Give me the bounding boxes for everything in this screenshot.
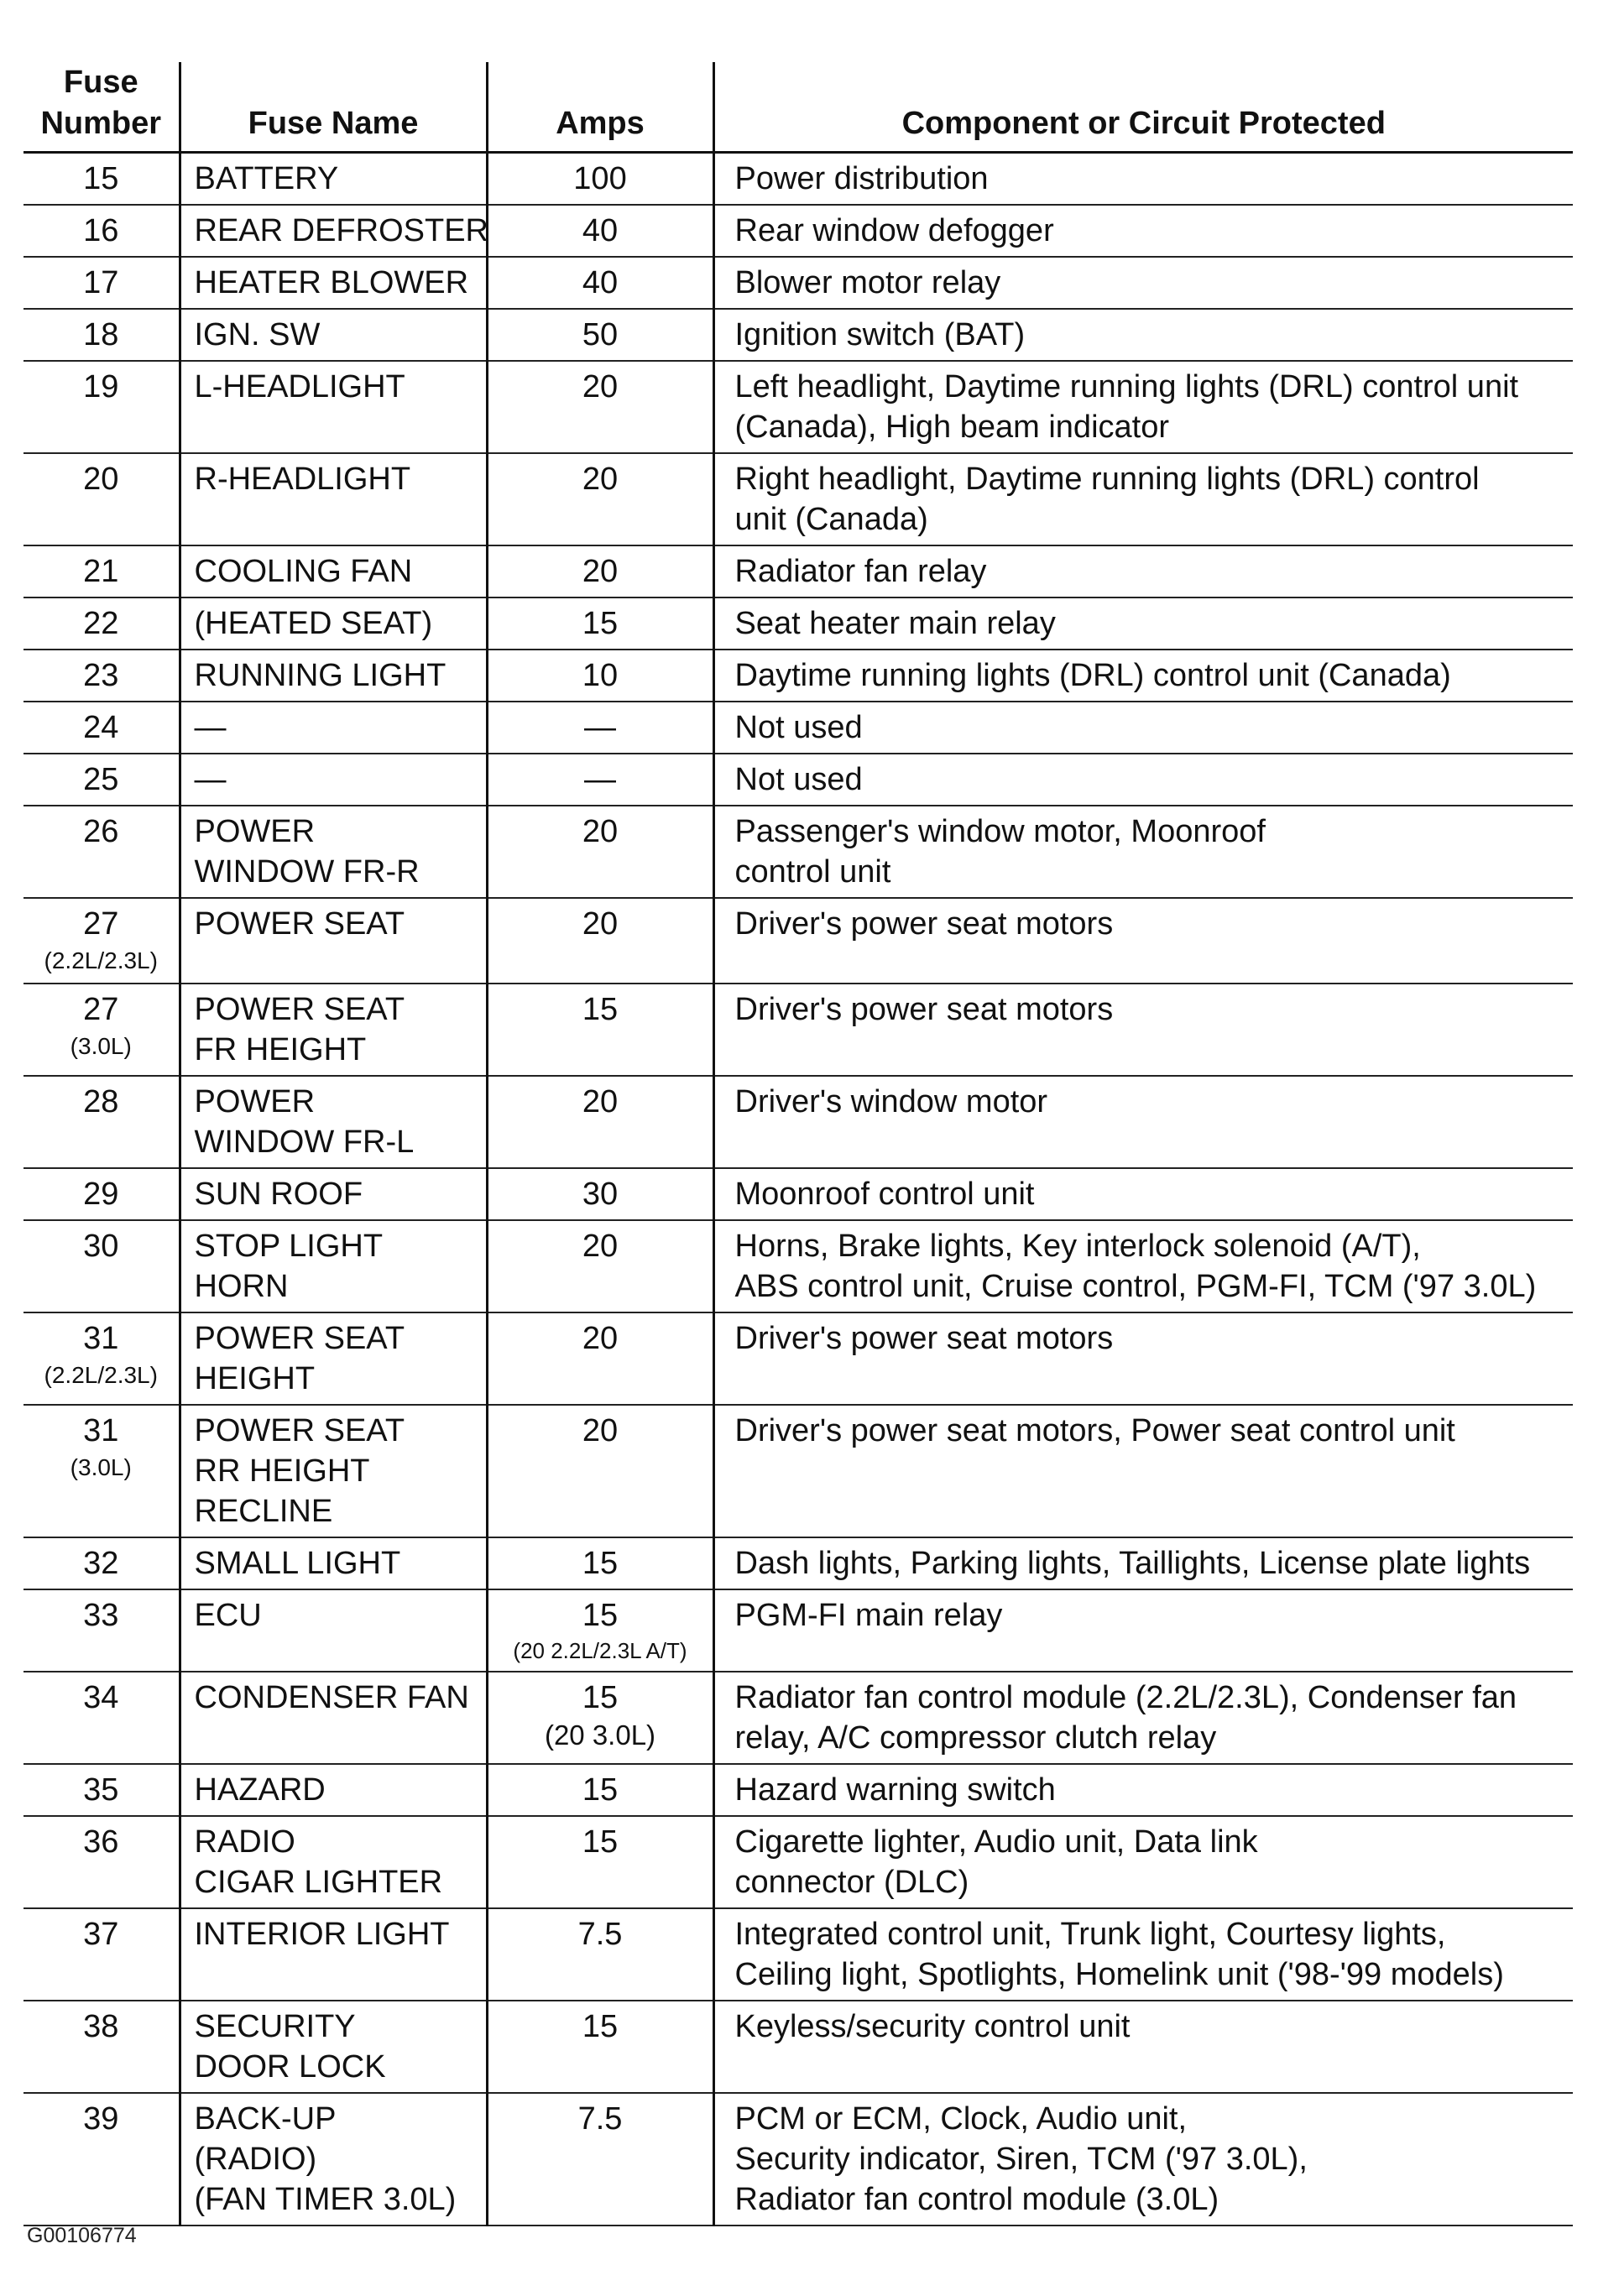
amps-cell-line: — [584,710,616,745]
component-cell-line: PCM or ECM, Clock, Audio unit, [734,2101,1188,2137]
component-cell-line: Cigarette lighter, Audio unit, Data link [734,1824,1258,1860]
fuse-number-cell [24,1168,180,1220]
amps-cell [487,1168,713,1220]
amps-cell [487,1076,713,1168]
component-cell-line: Seat heater main relay [734,606,1056,641]
fuse-name-cell [180,545,487,597]
amps-cell [487,1908,713,2001]
amps-cell-line: — [584,762,616,797]
fuse-number-cell [24,309,180,361]
header-fuse-number-line2: Number [40,106,162,141]
fuse-name-cell [180,597,487,650]
amps-cell [487,2001,713,2093]
fuse-number-cell [24,1816,180,1908]
fuse-number-cell-line: 18 [83,317,119,352]
fuse-name-cell-line: ECU [194,1598,262,1633]
component-cell [713,1312,1573,1405]
fuse-name-cell-line: BATTERY [194,161,339,196]
component-cell-line: unit (Canada) [734,502,928,537]
component-cell [713,545,1573,597]
component-cell-line: Radiator fan relay [734,554,987,589]
figure-id: G00106774 [27,2224,137,2247]
table-row [24,1764,1573,1816]
component-cell-line: Left headlight, Daytime running lights (DRL) control unit [734,369,1519,404]
fuse-number-cell [24,153,180,206]
table-row [24,2093,1573,2226]
fuse-number-cell [24,984,180,1076]
fuse-name-cell [180,1589,487,1672]
component-cell [713,2001,1573,2093]
fuse-name-cell-line: L-HEADLIGHT [194,369,405,404]
component-cell-line: control unit [734,854,891,890]
component-cell-line: PGM-FI main relay [734,1598,1003,1633]
amps-cell [487,898,713,984]
fuse-number-cell [24,1405,180,1537]
table-row [24,1589,1573,1672]
component-cell [713,1908,1573,2001]
component-cell [713,597,1573,650]
fuse-name-cell [180,453,487,545]
fuse-name-cell [180,153,487,206]
fuse-name-cell [180,2001,487,2093]
fuse-name-cell-line: (HEATED SEAT) [194,606,433,641]
table-row [24,754,1573,806]
amps-cell [487,1405,713,1537]
amps-cell-line: (20 2.2L/2.3L A/T) [513,1638,687,1663]
fuse-name-cell-line: REAR DEFROSTER [194,213,488,248]
fuse-name-cell [180,1076,487,1168]
fuse-number-cell [24,806,180,898]
component-cell-line: Not used [734,710,863,745]
fuse-number-cell [24,702,180,754]
component-cell-line: Passenger's window motor, Moonroof [734,814,1266,849]
table-row [24,1312,1573,1405]
component-cell-line: Ignition switch (BAT) [734,317,1026,352]
fuse-table [24,62,1573,2226]
fuse-name-cell-line: — [194,762,227,797]
amps-cell-line: 50 [582,317,619,352]
table-row [24,257,1573,309]
component-cell [713,1076,1573,1168]
fuse-number-cell-line: 22 [83,606,119,641]
component-cell-line: Driver's power seat motors [734,906,1114,942]
fuse-name-cell-line: (FAN TIMER 3.0L) [194,2182,457,2217]
fuse-name-cell-line: — [194,710,227,745]
table-row [24,153,1573,206]
component-cell [713,702,1573,754]
fuse-name-cell-line: SECURITY [194,2009,356,2044]
amps-cell [487,309,713,361]
fuse-number-cell-line: 27 [83,992,119,1027]
fuse-name-cell-line: WINDOW FR-R [194,854,420,890]
amps-cell-line: 40 [582,265,619,300]
amps-cell [487,1537,713,1589]
fuse-number-cell [24,754,180,806]
header-fuse-number [24,62,180,153]
component-cell-line: ABS control unit, Cruise control, PGM-FI, TCM ('97 3.0L) [734,1269,1537,1304]
component-cell [713,984,1573,1076]
amps-cell-line: 15 [582,1598,619,1633]
fuse-name-cell-line: R-HEADLIGHT [194,462,411,497]
component-cell-line: Security indicator, Siren, TCM ('97 3.0L), [734,2142,1308,2177]
fuse-name-cell [180,1816,487,1908]
component-cell-line: Radiator fan control module (3.0L) [734,2182,1219,2217]
fuse-number-cell [24,1076,180,1168]
component-cell-line: Power distribution [734,161,989,196]
fuse-name-cell-line: HAZARD [194,1772,326,1808]
component-cell-line: Radiator fan control module (2.2L/2.3L), Condenser fan [734,1680,1517,1715]
amps-cell-line: 40 [582,213,619,248]
component-cell-line: Horns, Brake lights, Key interlock solenoid (A/T), [734,1229,1421,1264]
fuse-name-cell-line: POWER SEAT [194,1321,405,1356]
amps-cell [487,1312,713,1405]
fuse-number-cell [24,545,180,597]
fuse-name-cell-line: COOLING FAN [194,554,413,589]
fuse-number-cell-line: 33 [83,1598,119,1633]
fuse-number-cell-line: (2.2L/2.3L) [44,1362,158,1388]
header-component: Component or Circuit Protected [713,62,1573,153]
fuse-number-cell [24,597,180,650]
amps-cell-line: 15 [582,606,619,641]
component-cell [713,205,1573,257]
amps-cell-line: (20 3.0L) [544,1719,656,1751]
component-cell-line: Dash lights, Parking lights, Taillights, License plate lights [734,1546,1531,1581]
component-cell [713,1405,1573,1537]
amps-cell-line: 15 [582,1772,619,1808]
fuse-name-cell-line: BACK-UP [194,2101,337,2137]
fuse-name-cell [180,2093,487,2226]
fuse-name-cell [180,806,487,898]
amps-cell-line: 20 [582,554,619,589]
component-cell [713,2093,1573,2226]
fuse-number-cell [24,453,180,545]
component-cell-line: Driver's power seat motors [734,1321,1114,1356]
amps-cell [487,1672,713,1764]
fuse-number-cell-line: 28 [83,1084,119,1119]
amps-cell-line: 15 [582,992,619,1027]
fuse-number-cell-line: 35 [83,1772,119,1808]
component-cell-line: Driver's power seat motors [734,992,1114,1027]
table-row [24,1537,1573,1589]
table-row [24,1168,1573,1220]
fuse-name-cell-line: POWER SEAT [194,906,405,942]
fuse-name-cell-line: FR HEIGHT [194,1032,367,1067]
amps-cell [487,1764,713,1816]
component-cell-line: Right headlight, Daytime running lights (DRL) control [734,462,1480,497]
fuse-name-cell [180,1764,487,1816]
fuse-name-cell [180,309,487,361]
component-cell-line: Blower motor relay [734,265,1001,300]
fuse-number-cell-line: (2.2L/2.3L) [44,947,158,973]
fuse-number-cell-line: 36 [83,1824,119,1860]
fuse-name-cell [180,257,487,309]
table-row [24,1405,1573,1537]
header-fuse-name: Fuse Name [180,62,487,153]
component-cell-line: Keyless/security control unit [734,2009,1131,2044]
amps-cell-line: 20 [582,906,619,942]
header-row [24,62,1573,153]
amps-cell-line: 20 [582,462,619,497]
component-cell-line: Driver's window motor [734,1084,1048,1119]
component-cell [713,453,1573,545]
amps-cell [487,1816,713,1908]
fuse-number-cell [24,2001,180,2093]
table-row [24,597,1573,650]
fuse-number-cell-line: 15 [83,161,119,196]
fuse-number-cell [24,1537,180,1589]
amps-cell [487,597,713,650]
fuse-name-cell-line: CIGAR LIGHTER [194,1865,443,1900]
fuse-number-cell-line: 37 [83,1917,119,1952]
component-cell [713,1220,1573,1312]
amps-cell [487,153,713,206]
fuse-number-cell-line: 30 [83,1229,119,1264]
component-cell [713,257,1573,309]
amps-cell [487,257,713,309]
amps-cell-line: 20 [582,1321,619,1356]
fuse-table-body [24,153,1573,2226]
component-cell [713,309,1573,361]
fuse-number-cell-line: (3.0L) [70,1033,132,1059]
fuse-name-cell-line: SUN ROOF [194,1177,363,1212]
fuse-name-cell-line: POWER [194,814,316,849]
table-row [24,984,1573,1076]
table-row [24,898,1573,984]
fuse-name-cell [180,1220,487,1312]
table-row [24,453,1573,545]
fuse-name-cell-line: RUNNING LIGHT [194,658,446,693]
fuse-number-cell [24,1672,180,1764]
fuse-name-cell-line: RADIO [194,1824,295,1860]
amps-cell-line: 100 [573,161,627,196]
component-cell-line: Integrated control unit, Trunk light, Courtesy lights, [734,1917,1446,1952]
fuse-number-cell-line: 32 [83,1546,119,1581]
table-row [24,2001,1573,2093]
amps-cell [487,205,713,257]
fuse-number-cell-line: 21 [83,554,119,589]
fuse-name-cell [180,361,487,453]
table-row [24,1672,1573,1764]
component-cell-line: (Canada), High beam indicator [734,410,1169,445]
fuse-number-cell-line: 31 [83,1321,119,1356]
fuse-number-cell-line: 29 [83,1177,119,1212]
table-row [24,1908,1573,2001]
fuse-name-cell-line: POWER [194,1084,316,1119]
fuse-number-cell [24,1908,180,2001]
component-cell [713,1764,1573,1816]
amps-cell [487,650,713,702]
fuse-number-cell-line: 39 [83,2101,119,2137]
amps-cell [487,1220,713,1312]
component-cell-line: Rear window defogger [734,213,1054,248]
component-cell-line: Not used [734,762,863,797]
table-row [24,702,1573,754]
fuse-name-cell [180,984,487,1076]
fuse-name-cell [180,1537,487,1589]
component-cell-line: Daytime running lights (DRL) control unit (Canada) [734,658,1451,693]
fuse-name-cell [180,702,487,754]
fuse-name-cell-line: IGN. SW [194,317,321,352]
amps-cell-line: 7.5 [577,2101,623,2137]
component-cell [713,1672,1573,1764]
fuse-number-cell-line: 20 [83,462,119,497]
fuse-name-cell [180,205,487,257]
amps-cell [487,453,713,545]
component-cell [713,806,1573,898]
component-cell [713,361,1573,453]
fuse-name-cell-line: POWER SEAT [194,1413,405,1448]
fuse-number-cell [24,205,180,257]
component-cell [713,1816,1573,1908]
fuse-number-cell [24,1312,180,1405]
fuse-name-cell [180,1312,487,1405]
table-row [24,545,1573,597]
amps-cell-line: 20 [582,1229,619,1264]
fuse-number-cell-line: 38 [83,2009,119,2044]
amps-cell [487,984,713,1076]
component-cell [713,898,1573,984]
fuse-number-cell-line: 24 [83,710,119,745]
fuse-name-cell [180,1672,487,1764]
fuse-number-cell-line: 23 [83,658,119,693]
header-amps: Amps [487,62,713,153]
fuse-name-cell-line: WINDOW FR-L [194,1125,415,1160]
fuse-number-cell-line: 27 [83,906,119,942]
component-cell [713,650,1573,702]
fuse-number-cell [24,257,180,309]
fuse-number-cell [24,1589,180,1672]
fuse-name-cell [180,650,487,702]
amps-cell [487,1589,713,1672]
fuse-number-cell [24,898,180,984]
fuse-name-cell [180,1405,487,1537]
amps-cell-line: 15 [582,1824,619,1860]
fuse-number-cell [24,361,180,453]
amps-cell-line: 10 [582,658,619,693]
amps-cell-line: 20 [582,1413,619,1448]
amps-cell-line: 15 [582,1546,619,1581]
component-cell-line: relay, A/C compressor clutch relay [734,1720,1217,1756]
fuse-name-cell-line: INTERIOR LIGHT [194,1917,450,1952]
amps-cell-line: 20 [582,369,619,404]
fuse-name-cell [180,754,487,806]
fuse-name-cell-line: RECLINE [194,1494,333,1529]
amps-cell [487,2093,713,2226]
fuse-name-cell-line: HEATER BLOWER [194,265,469,300]
amps-cell-line: 20 [582,814,619,849]
fuse-number-cell-line: 26 [83,814,119,849]
component-cell-line: connector (DLC) [734,1865,969,1900]
component-cell-line: Moonroof control unit [734,1177,1035,1212]
table-row [24,650,1573,702]
fuse-name-cell [180,898,487,984]
component-cell [713,1589,1573,1672]
amps-cell-line: 15 [582,2009,619,2044]
component-cell [713,153,1573,206]
fuse-name-cell-line: RR HEIGHT [194,1453,370,1489]
table-row [24,1220,1573,1312]
component-cell [713,754,1573,806]
table-row [24,361,1573,453]
table-row [24,205,1573,257]
fuse-number-cell [24,2093,180,2226]
fuse-number-cell-line: 25 [83,762,119,797]
amps-cell-line: 7.5 [577,1917,623,1952]
component-cell-line: Hazard warning switch [734,1772,1056,1808]
fuse-number-cell-line: (3.0L) [70,1454,132,1480]
amps-cell [487,361,713,453]
fuse-name-cell-line: (RADIO) [194,2142,317,2177]
amps-cell [487,702,713,754]
table-row [24,1076,1573,1168]
component-cell-line: Ceiling light, Spotlights, Homelink unit ('98-'99 models) [734,1957,1504,1992]
fuse-name-cell-line: HEIGHT [194,1361,316,1396]
amps-cell-line: 30 [582,1177,619,1212]
fuse-name-cell-line: DOOR LOCK [194,2049,386,2085]
component-cell [713,1168,1573,1220]
table-row [24,806,1573,898]
amps-cell [487,754,713,806]
fuse-number-cell-line: 31 [83,1413,119,1448]
fuse-name-cell-line: SMALL LIGHT [194,1546,401,1581]
table-row [24,1816,1573,1908]
amps-cell-line: 15 [582,1680,619,1715]
table-row [24,309,1573,361]
fuse-name-cell-line: STOP LIGHT [194,1229,384,1264]
fuse-number-cell-line: 34 [83,1680,119,1715]
component-cell [713,1537,1573,1589]
component-cell-line: Driver's power seat motors, Power seat control unit [734,1413,1455,1448]
fuse-name-cell [180,1168,487,1220]
fuse-number-cell [24,1764,180,1816]
fuse-name-cell-line: POWER SEAT [194,992,405,1027]
amps-cell-line: 20 [582,1084,619,1119]
fuse-name-cell-line: HORN [194,1269,289,1304]
fuse-number-cell [24,1220,180,1312]
amps-cell [487,545,713,597]
fuse-name-cell [180,1908,487,2001]
fuse-number-cell-line: 17 [83,265,119,300]
header-fuse-number-line1: Fuse [63,65,138,100]
fuse-number-cell [24,650,180,702]
fuse-name-cell-line: CONDENSER FAN [194,1680,469,1715]
amps-cell [487,806,713,898]
fuse-number-cell-line: 16 [83,213,119,248]
fuse-number-cell-line: 19 [83,369,119,404]
